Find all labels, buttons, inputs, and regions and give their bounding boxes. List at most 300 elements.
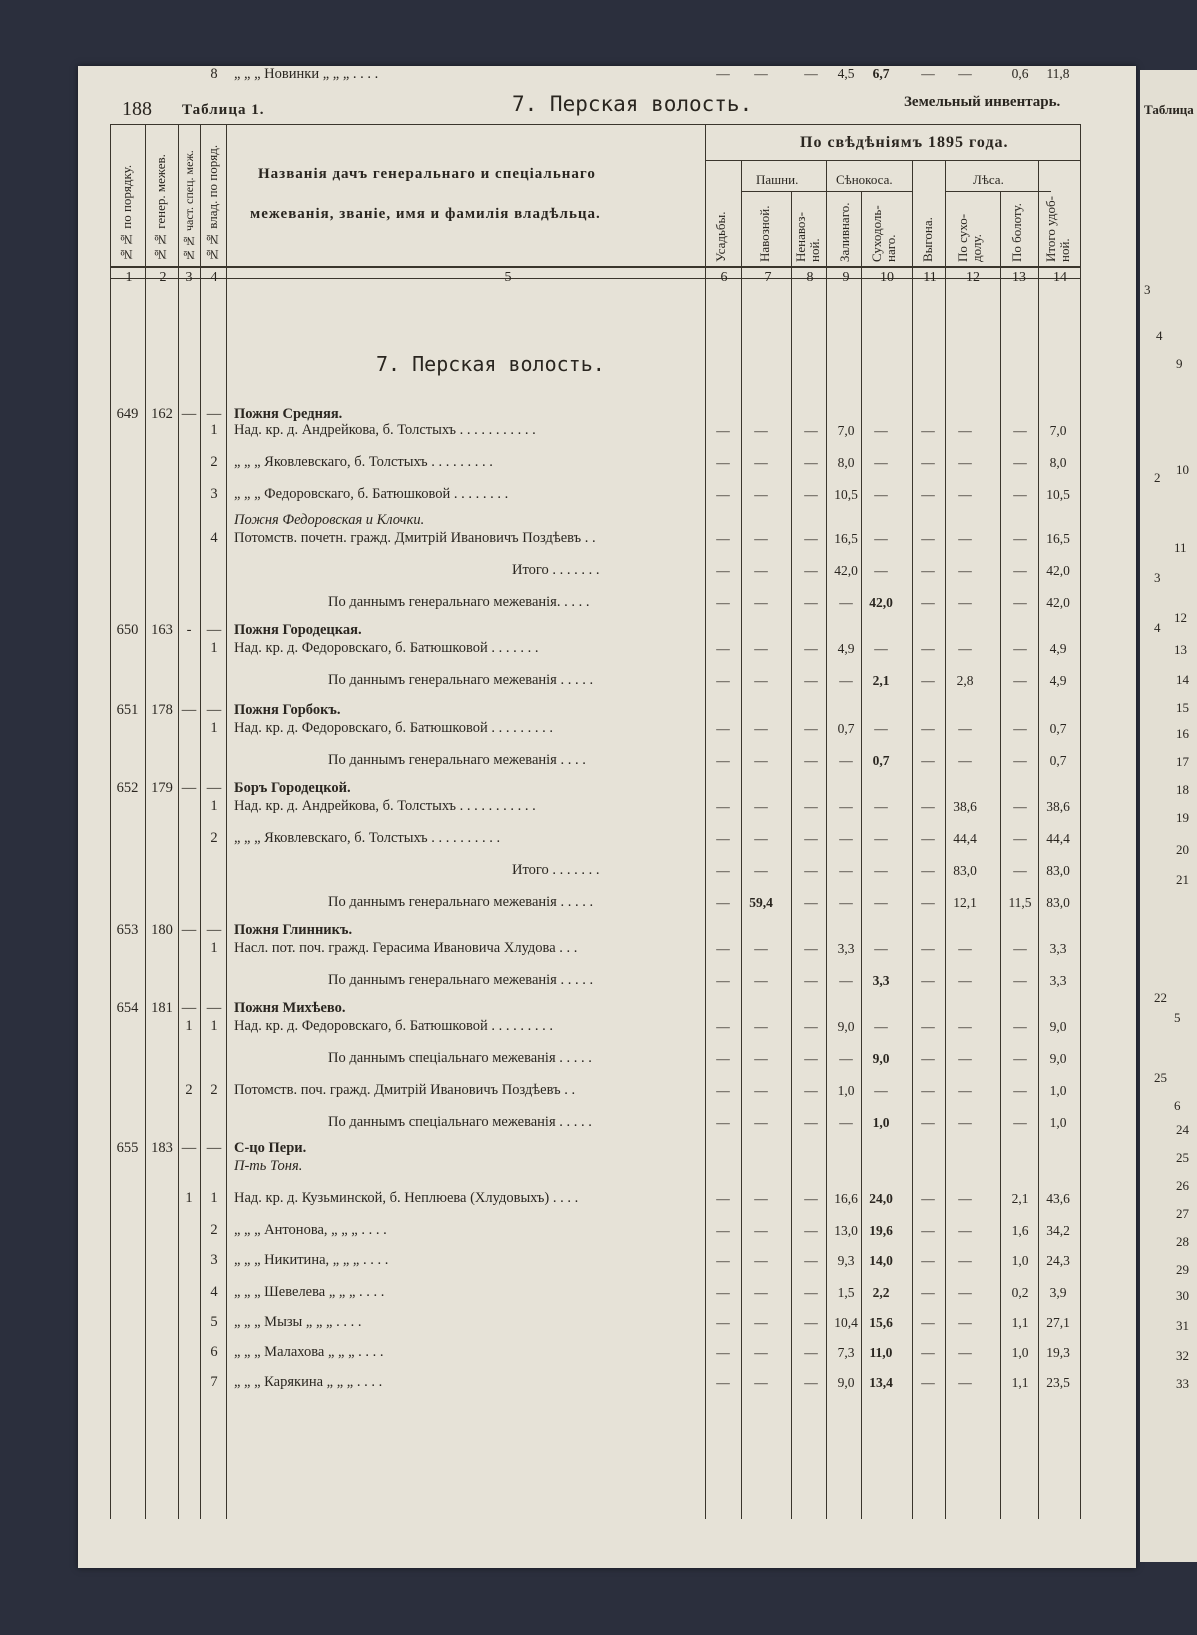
data-cell: — [874,563,888,578]
data-cell: — [921,563,935,578]
row-label: Пожня Глинникъ. [234,922,353,938]
data-cell: — [921,1115,935,1130]
data-cell: — [754,1019,768,1034]
adjacent-margin-number: 4 [1156,328,1163,343]
row-num-general: 162 [151,406,173,422]
col-header-11: Выгона. [920,217,935,262]
data-cell: — [804,595,818,610]
data-cell: — [839,831,853,846]
data-cell: — [1013,721,1027,736]
data-cell: — [1013,973,1027,988]
row-label: Над. кр. д. Андрейкова, б. Толстыхъ . . . . . . . . . . . [234,798,536,814]
names-header-line2: межеванія, званіе, имя и фамилія владѣльца. [250,206,601,222]
adjacent-margin-number: 15 [1176,700,1189,715]
row-label: „ „ „ Новинки „ „ „ . . . . [234,66,379,82]
row-num-owner: 7 [210,1374,218,1390]
adjacent-margin-number: 6 [1174,1098,1181,1113]
vline [145,124,146,1519]
row-label: Потомств. почетн. гражд. Дмитрій Ивановичъ Поздѣевъ . . [234,530,596,546]
data-cell: — [716,563,730,578]
data-cell: — [921,831,935,846]
data-cell: — [804,895,818,910]
data-cell: — [754,455,768,470]
row-num-owner: — [206,922,222,938]
adjacent-margin-number: 18 [1176,782,1189,797]
data-cell: 10,5 [1046,487,1070,502]
row-num-owner: — [206,406,222,422]
data-cell: — [921,1051,935,1066]
data-cell: 59,4 [749,895,773,910]
row-label: Над. кр. д. Федоровскаго, б. Батюшковой . . . . . . . [234,640,539,656]
data-cell: 9,3 [837,1253,855,1268]
row-num-special: - [186,622,192,638]
data-cell: 11,8 [1046,66,1070,81]
data-cell: — [1013,1051,1027,1066]
data-cell: 16,5 [834,531,858,546]
adjacent-margin-number: 16 [1176,726,1189,741]
data-cell: 83,0 [953,863,977,878]
row-label: Пожня Городецкая. [234,622,362,638]
data-cell: — [804,1253,818,1268]
data-cell: — [716,895,730,910]
page-number: 188 [122,98,152,120]
row-label: „ „ „ Федоровскаго, б. Батюшковой . . . . . . . . [234,486,509,502]
data-cell: — [958,721,972,736]
data-cell: 19,3 [1046,1345,1070,1360]
data-cell: — [716,863,730,878]
row-label: Пожня Федоровская и Клочки. [234,512,425,528]
row-num-owner: 1 [210,1018,218,1034]
adjacent-margin-number: 19 [1176,810,1189,825]
data-cell: — [1013,673,1027,688]
data-cell: — [1013,1019,1027,1034]
adjacent-margin-number: 13 [1174,642,1187,657]
data-cell: 42,0 [1046,595,1070,610]
row-label: Итого . . . . . . . [512,862,600,878]
data-cell: 16,5 [1046,531,1070,546]
col-header-6: Усадьбы. [713,211,728,262]
data-cell: 0,2 [1011,1285,1029,1300]
data-cell: — [754,1083,768,1098]
data-cell: 3,3 [1049,941,1067,956]
col-header-14: Итого удоб-ной. [1043,196,1072,262]
data-cell: — [958,941,972,956]
data-cell: — [754,673,768,688]
row-label: По даннымъ генеральнаго межеванія . . . . . [328,672,594,688]
row-num-owner: 6 [210,1344,218,1360]
data-cell: — [716,1019,730,1034]
vline [912,160,913,1519]
row-num-order: 651 [116,702,139,718]
data-cell: 14,0 [869,1253,893,1268]
data-cell: — [921,1375,935,1390]
row-num-owner: — [206,780,222,796]
data-cell: 0,6 [1011,66,1029,81]
data-cell: 3,9 [1049,1285,1067,1300]
data-cell: 2,1 [872,673,890,688]
data-cell: 4,9 [1049,673,1067,688]
data-cell: 4,5 [837,66,855,81]
vline [200,124,201,1519]
data-cell: — [804,487,818,502]
data-cell: — [874,531,888,546]
data-cell: — [1013,641,1027,656]
data-cell: 9,0 [837,1019,855,1034]
adjacent-margin-number: 30 [1176,1288,1189,1303]
data-cell: — [754,66,768,81]
vline [178,124,179,1519]
row-label: „ „ „ Антонова, „ „ „ . . . . [234,1222,387,1238]
data-cell: — [958,1375,972,1390]
data-cell: — [921,1315,935,1330]
data-cell: — [874,1083,888,1098]
data-cell: — [754,1115,768,1130]
data-cell: 10,5 [834,487,858,502]
row-num-general: 163 [151,622,173,638]
row-num-owner: — [206,1140,222,1156]
data-cell: — [716,799,730,814]
data-cell: — [1013,455,1027,470]
row-num-order: 649 [116,406,139,422]
row-label: По даннымъ генеральнаго межеванія . . . . . [328,972,594,988]
data-cell: 1,0 [837,1083,855,1098]
adjacent-margin-number: 32 [1176,1348,1189,1363]
column-number: 1 [125,270,133,285]
col-header-8: Ненавоз-ной. [793,212,822,262]
row-label: Пожня Средняя. [234,406,343,422]
row-num-owner: 1 [210,640,218,656]
data-cell: 43,6 [1046,1191,1070,1206]
row-label: Насл. пот. поч. гражд. Герасима Ивановича Хлудова . . . [234,940,578,956]
data-cell: 3,3 [837,941,855,956]
column-number: 3 [185,270,193,285]
adjacent-margin-number: 21 [1176,872,1189,887]
adjacent-margin-number: 3 [1144,282,1151,297]
row-label: „ „ „ Шевелева „ „ „ . . . . [234,1284,385,1300]
right-title: Земельный инвентарь. [904,94,1061,110]
row-num-special: 2 [185,1082,193,1098]
data-cell: — [754,1375,768,1390]
data-cell: 42,0 [1046,563,1070,578]
data-cell: — [716,831,730,846]
row-label: По даннымъ генеральнаго межеванія . . . . . [328,894,594,910]
row-label: По даннымъ генеральнаго межеванія . . . . [328,752,586,768]
data-cell: — [754,1223,768,1238]
data-cell: 7,0 [837,423,855,438]
row-num-owner: 1 [210,798,218,814]
column-number: 8 [806,270,814,285]
data-cell: — [874,487,888,502]
column-number: 6 [720,270,728,285]
data-cell: 13,4 [869,1375,893,1390]
col-header-4: №№ влад. по поряд. [205,144,220,262]
data-cell: 7,3 [837,1345,855,1360]
data-cell: — [716,721,730,736]
row-num-owner: — [206,1000,222,1016]
adjacent-margin-number: 26 [1176,1178,1189,1193]
data-cell: — [921,973,935,988]
row-num-general: 179 [151,780,173,796]
data-cell: — [921,753,935,768]
col-header-3: №№ част. спец. меж. [182,150,196,262]
data-cell: — [716,1345,730,1360]
data-cell: — [958,1315,972,1330]
data-cell: 0,7 [837,721,855,736]
adjacent-margin-number: 2 [1154,470,1161,485]
row-label: „ „ „ Малахова „ „ „ . . . . [234,1344,384,1360]
data-cell: — [1013,831,1027,846]
data-cell: 83,0 [1046,895,1070,910]
adjacent-margin-number: 33 [1176,1376,1189,1391]
data-cell: — [804,1051,818,1066]
row-num-owner: 1 [210,1190,218,1206]
data-cell: 8,0 [837,455,855,470]
data-cell: 44,4 [953,831,977,846]
data-cell: 9,0 [872,1051,890,1066]
data-cell: — [958,1051,972,1066]
data-cell: 3,3 [1049,973,1067,988]
data-cell: 1,0 [1049,1083,1067,1098]
column-number: 7 [764,270,772,285]
vline [226,124,227,1519]
data-cell: — [921,863,935,878]
row-num-owner: 3 [210,1252,218,1268]
survey-rule [705,160,1080,161]
data-cell: — [716,487,730,502]
row-num-owner: 2 [210,454,218,470]
names-header-line1: Названія дачъ генеральнаго и спеціальнаго [258,166,596,182]
data-cell: — [958,563,972,578]
data-cell: — [716,941,730,956]
data-cell: — [804,1019,818,1034]
row-num-general: 181 [151,1000,173,1016]
data-cell: — [716,673,730,688]
row-label: Над. кр. д. Андрейкова, б. Толстыхъ . . . . . . . . . . . [234,422,536,438]
pashni-rule [741,191,826,192]
data-cell: — [1013,595,1027,610]
data-cell: — [754,563,768,578]
data-cell: — [804,455,818,470]
data-cell: — [921,531,935,546]
adjacent-margin-number: 14 [1176,672,1189,687]
data-cell: — [839,863,853,878]
adjacent-margin-number: 20 [1176,842,1189,857]
adjacent-margin-number: 3 [1154,570,1161,585]
data-cell: — [921,1223,935,1238]
data-cell: — [839,799,853,814]
row-num-owner: 2 [210,1222,218,1238]
data-cell: — [1013,1083,1027,1098]
data-cell: — [958,1191,972,1206]
data-cell: 0,7 [1049,721,1067,736]
vline [1080,124,1081,1519]
row-label: „ „ „ Карякина „ „ „ . . . . [234,1374,383,1390]
data-cell: — [839,973,853,988]
vline [945,160,946,1519]
data-cell: — [754,595,768,610]
data-cell: — [958,1083,972,1098]
row-label: Над. кр. д. Федоровскаго, б. Батюшковой . . . . . . . . . [234,720,553,736]
data-cell: 19,6 [869,1223,893,1238]
data-cell: — [804,531,818,546]
data-cell: — [921,895,935,910]
row-label: Пожня Горбокъ. [234,702,341,718]
data-cell: — [804,1285,818,1300]
data-cell: — [921,1285,935,1300]
adjacent-page-title: Таблица [1144,102,1194,117]
district-title: 7. Перская волость. [512,92,753,116]
data-cell: — [804,1083,818,1098]
col-header-13: По болоту. [1009,203,1024,262]
row-label: „ „ „ Никитина, „ „ „ . . . . [234,1252,389,1268]
data-cell: — [839,895,853,910]
data-cell: — [958,66,972,81]
row-num-owner: 1 [210,422,218,438]
row-label: Потомств. поч. гражд. Дмитрій Ивановичъ Поздѣевъ . . [234,1082,576,1098]
group-pashni: Пашни. [756,172,799,187]
row-num-special: — [181,702,197,718]
row-num-order: 655 [116,1140,139,1156]
data-cell: — [716,1285,730,1300]
row-label: Боръ Городецкой. [234,780,351,796]
data-cell: 38,6 [1046,799,1070,814]
data-cell: 11,0 [869,1345,893,1360]
data-cell: — [716,1315,730,1330]
data-cell: — [804,973,818,988]
adjacent-margin-number: 12 [1174,610,1187,625]
data-cell: 9,0 [1049,1051,1067,1066]
data-cell: — [958,423,972,438]
vline [741,160,742,1519]
col-header-9: Заливнаго. [837,202,852,262]
data-cell: 42,0 [869,595,893,610]
data-cell: — [958,1115,972,1130]
data-cell: 34,2 [1046,1223,1070,1238]
data-cell: 2,1 [1011,1191,1029,1206]
data-cell: — [804,721,818,736]
row-label: Над. кр. д. Кузьминской, б. Неплюева (Хлудовыхъ) . . . . [234,1190,579,1206]
data-cell: — [921,423,935,438]
data-cell: — [839,673,853,688]
data-cell: — [1013,531,1027,546]
row-num-owner: — [206,622,222,638]
adjacent-margin-number: 28 [1176,1234,1189,1249]
data-cell: — [874,423,888,438]
data-cell: 2,8 [956,673,974,688]
data-cell: — [874,831,888,846]
data-cell: — [921,1253,935,1268]
row-num-order: 654 [116,1000,139,1016]
row-label: Итого . . . . . . . [512,562,600,578]
adjacent-margin-number: 9 [1176,356,1183,371]
data-cell: — [754,423,768,438]
row-num-owner: 2 [210,830,218,846]
row-num-special: — [181,780,197,796]
data-cell: — [958,641,972,656]
data-cell: — [921,1083,935,1098]
data-cell: 10,4 [834,1315,858,1330]
data-cell: — [1013,423,1027,438]
data-cell: — [921,641,935,656]
adjacent-margin-number: 31 [1176,1318,1189,1333]
data-cell: 1,6 [1011,1223,1029,1238]
row-label: По даннымъ генеральнаго межеванія. . . . . [328,594,590,610]
data-cell: — [804,1223,818,1238]
column-number: 9 [842,270,850,285]
data-cell: — [716,1375,730,1390]
section-title: 7. Перская волость. [376,352,605,376]
data-cell: — [804,1315,818,1330]
data-cell: 1,0 [1011,1253,1029,1268]
data-cell: — [754,641,768,656]
data-cell: 11,5 [1008,895,1032,910]
table-top-rule [110,124,1080,125]
data-cell: 1,0 [872,1115,890,1130]
data-cell: — [874,721,888,736]
data-cell: — [716,455,730,470]
data-cell: — [839,1051,853,1066]
row-num-owner: 8 [210,66,218,82]
data-cell: — [958,1019,972,1034]
row-num-general: 180 [151,922,173,938]
row-num-owner: 1 [210,940,218,956]
data-cell: 16,6 [834,1191,858,1206]
column-number: 14 [1053,270,1067,285]
data-cell: — [1013,1115,1027,1130]
data-cell: 9,0 [837,1375,855,1390]
data-cell: — [716,531,730,546]
data-cell: — [716,1115,730,1130]
data-cell: — [754,1315,768,1330]
row-label: П-ть Тоня. [234,1158,303,1174]
data-cell: — [1013,799,1027,814]
data-cell: — [754,1253,768,1268]
data-cell: — [754,1345,768,1360]
data-cell: 83,0 [1046,863,1070,878]
row-num-general: 183 [151,1140,173,1156]
data-cell: — [958,1223,972,1238]
adjacent-margin-number: 29 [1176,1262,1189,1277]
data-cell: 9,0 [1049,1019,1067,1034]
data-cell: — [804,831,818,846]
row-num-owner: 3 [210,486,218,502]
data-cell: — [874,455,888,470]
row-label: По даннымъ спеціальнаго межеванія . . . . . [328,1050,592,1066]
data-cell: — [754,799,768,814]
adjacent-margin-number: 22 [1154,990,1167,1005]
data-cell: — [958,595,972,610]
col-header-2: №№ генер. межев. [153,154,168,262]
adjacent-margin-number: 11 [1174,540,1187,555]
data-cell: — [1013,863,1027,878]
data-cell: — [804,563,818,578]
col-header-1: №№ по порядку. [119,164,134,262]
data-cell: — [754,1285,768,1300]
data-cell: 27,1 [1046,1315,1070,1330]
data-cell: 12,1 [953,895,977,910]
data-cell: 4,9 [1049,641,1067,656]
data-cell: — [921,66,935,81]
data-cell: 0,7 [1049,753,1067,768]
data-cell: 0,7 [872,753,890,768]
column-number: 10 [880,270,894,285]
column-number: 13 [1012,270,1026,285]
data-cell: — [804,1115,818,1130]
data-cell: 4,9 [837,641,855,656]
data-cell: — [874,941,888,956]
row-num-general: 178 [151,702,173,718]
data-cell: — [754,721,768,736]
